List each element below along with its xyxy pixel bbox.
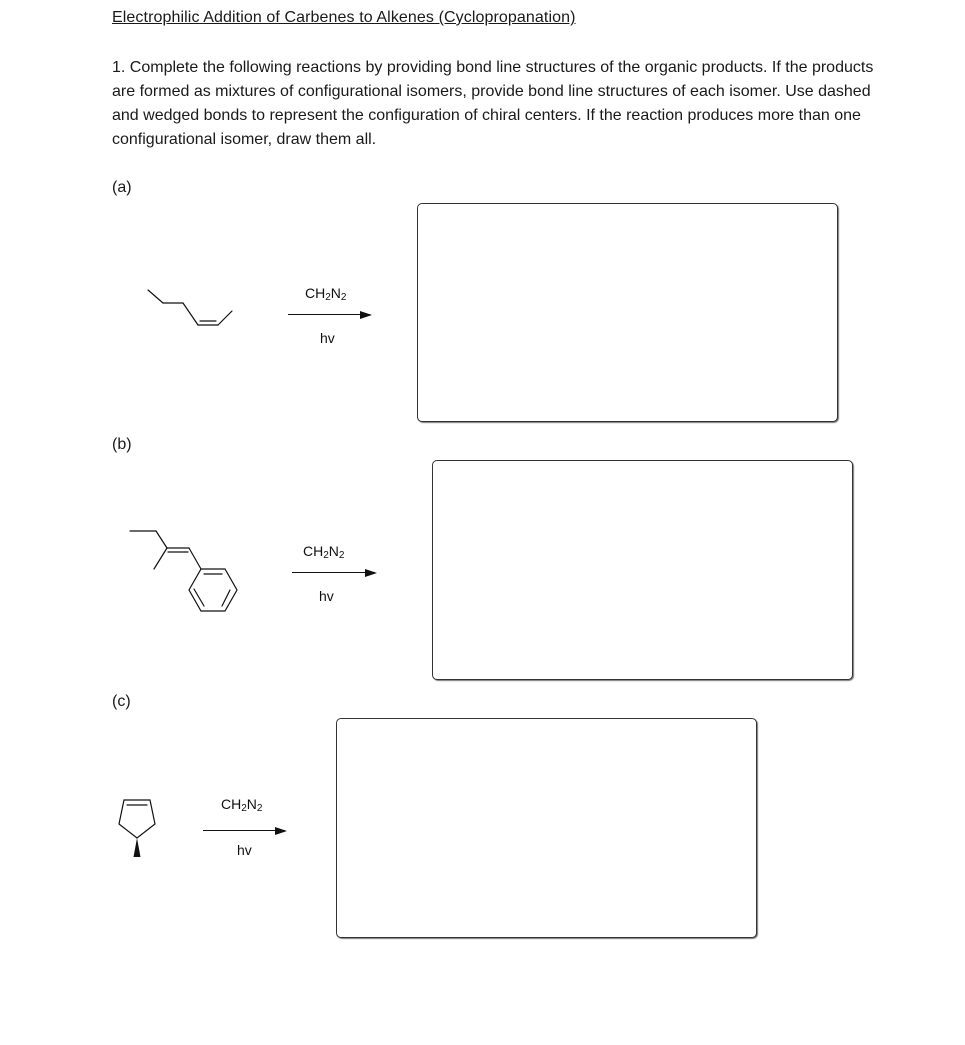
problem-c-answer-box[interactable] <box>336 718 757 938</box>
problem-b-answer-box[interactable] <box>432 460 853 680</box>
problem-a-label: (a) <box>112 179 132 196</box>
worksheet-heading: Electrophilic Addition of Carbenes to Alkenes (Cyclopropanation) <box>112 9 576 26</box>
problem-b-condition: hv <box>319 588 334 604</box>
problem-c-condition: hv <box>237 842 252 858</box>
problem-b-reagent: $CH_2N_2$ <box>303 543 345 561</box>
problem-b-label: (b) <box>112 436 132 453</box>
problem-c-label: (c) <box>112 693 131 710</box>
problem-b-reaction-arrow <box>292 572 375 573</box>
problem-c-reagent: $CH_2N_2$ <box>221 796 263 814</box>
problem-c-reaction-arrow <box>203 830 285 831</box>
problem-a-reactant-structure <box>140 280 240 340</box>
problem-c-reactant-structure <box>112 795 162 865</box>
problem-b-reactant-structure <box>125 520 245 620</box>
problem-a-answer-box[interactable] <box>417 203 838 422</box>
problem-a-reagent: $CH_2N_2$ <box>305 285 347 303</box>
instructions-text: 1. Complete the following reactions by providing bond line structures of the organic products. If the products are formed as mixtures of configurational isomers, provide bond line structures of each isomer. Use dashed and wedged bonds to represent the configuration of chiral centers. If the reaction produces more than one configurational isomer, draw them all. <box>112 59 874 148</box>
problem-a-condition: hv <box>320 330 335 346</box>
problem-a-reaction-arrow <box>288 314 370 315</box>
